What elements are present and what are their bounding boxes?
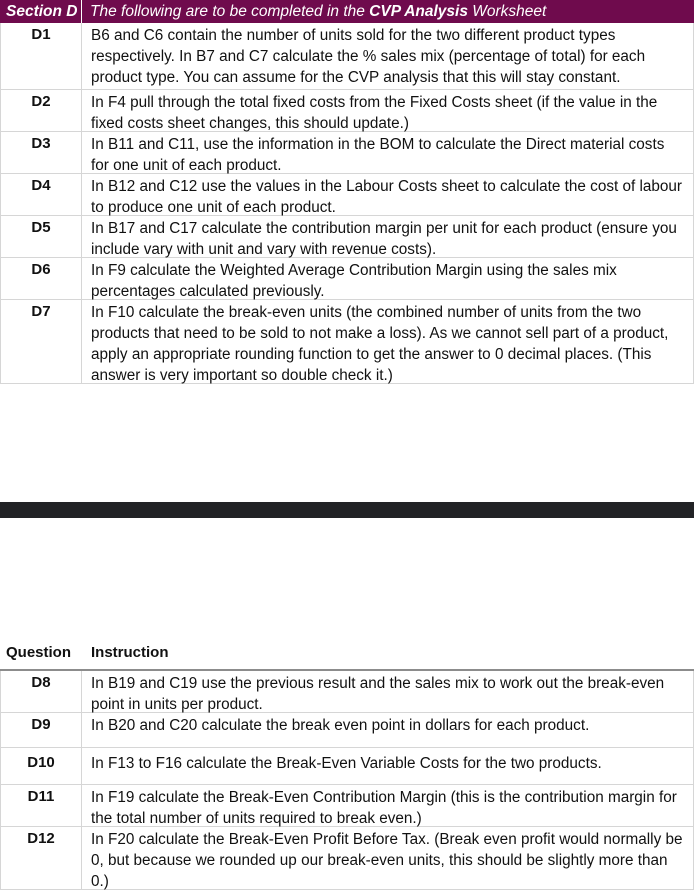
- table-row: [0, 713, 694, 748]
- table-row: [0, 132, 694, 174]
- table-row: [0, 827, 694, 890]
- header-question: Question: [6, 644, 72, 661]
- table-row: [0, 300, 694, 384]
- instruction-text: In F20 calculate the Break-Even Profit Before Tax. (Break even profit would normally be 0, but because we rounded up our break-even units, this should be slightly more than 0.): [91, 831, 683, 890]
- table-row: [0, 23, 694, 90]
- instruction-table: [0, 640, 694, 890]
- instruction-text: In B17 and C17 calculate the contribution margin per unit for each product (ensure you include vary with unit and vary with revenue costs).: [91, 220, 677, 258]
- screen-divider: [0, 502, 694, 518]
- instruction-table-header: [0, 640, 694, 671]
- question-number: D2: [0, 90, 82, 131]
- question-number: D9: [0, 713, 82, 747]
- instruction-text: B6 and C6 contain the number of units sold for the two different product types respectively. In B7 and C7 calculate the % sales mix (percentage of total) for each product type. You can assume for the CVP analysis that this will stay constant.: [91, 27, 646, 86]
- question-number: D10: [0, 748, 82, 784]
- section-description: The following are to be completed in the CVP Analysis Worksheet: [90, 3, 547, 20]
- instruction-text: In F9 calculate the Weighted Average Contribution Margin using the sales mix percentages calculated previously.: [91, 262, 617, 300]
- question-number: D4: [0, 174, 82, 215]
- instruction-text: In F10 calculate the break-even units (the combined number of units from the two products that need to be sold to not make a loss). As we cannot sell part of a product, apply an appropriate rounding function to get the answer to 0 decimal places. (This answer is very important so double check it.): [91, 304, 669, 384]
- section-d-table: [0, 0, 694, 384]
- header-instruction: Instruction: [91, 644, 169, 661]
- table-row: [0, 216, 694, 258]
- question-number: D8: [0, 671, 82, 712]
- instruction-text: In F13 to F16 calculate the Break-Even Variable Costs for the two products.: [91, 755, 602, 772]
- table-row: [0, 785, 694, 827]
- instruction-text: In B20 and C20 calculate the break even point in dollars for each product.: [91, 717, 590, 734]
- question-number: D3: [0, 132, 82, 173]
- question-number: D1: [0, 23, 82, 89]
- table-row: [0, 174, 694, 216]
- question-number: D12: [0, 827, 82, 889]
- table-row: [0, 90, 694, 132]
- table-row: [0, 671, 694, 713]
- section-label: Section D: [0, 0, 82, 23]
- instruction-text: In B12 and C12 use the values in the Labour Costs sheet to calculate the cost of labour to produce one unit of each product.: [91, 178, 683, 216]
- question-number: D11: [0, 785, 82, 826]
- question-number: D5: [0, 216, 82, 257]
- section-d-header: [0, 0, 694, 23]
- table-row: [0, 748, 694, 785]
- question-number: D7: [0, 300, 82, 383]
- instruction-text: In B11 and C11, use the information in the BOM to calculate the Direct material costs for one unit of each product.: [91, 136, 665, 174]
- instruction-text: In F4 pull through the total fixed costs from the Fixed Costs sheet (if the value in the fixed costs sheet changes, this should update.): [91, 94, 658, 132]
- instruction-text: In F19 calculate the Break-Even Contribution Margin (this is the contribution margin for the total number of units required to break even.): [91, 789, 677, 827]
- question-number: D6: [0, 258, 82, 299]
- instruction-text: In B19 and C19 use the previous result and the sales mix to work out the break-even point in units per product.: [91, 675, 665, 713]
- table-row: [0, 258, 694, 300]
